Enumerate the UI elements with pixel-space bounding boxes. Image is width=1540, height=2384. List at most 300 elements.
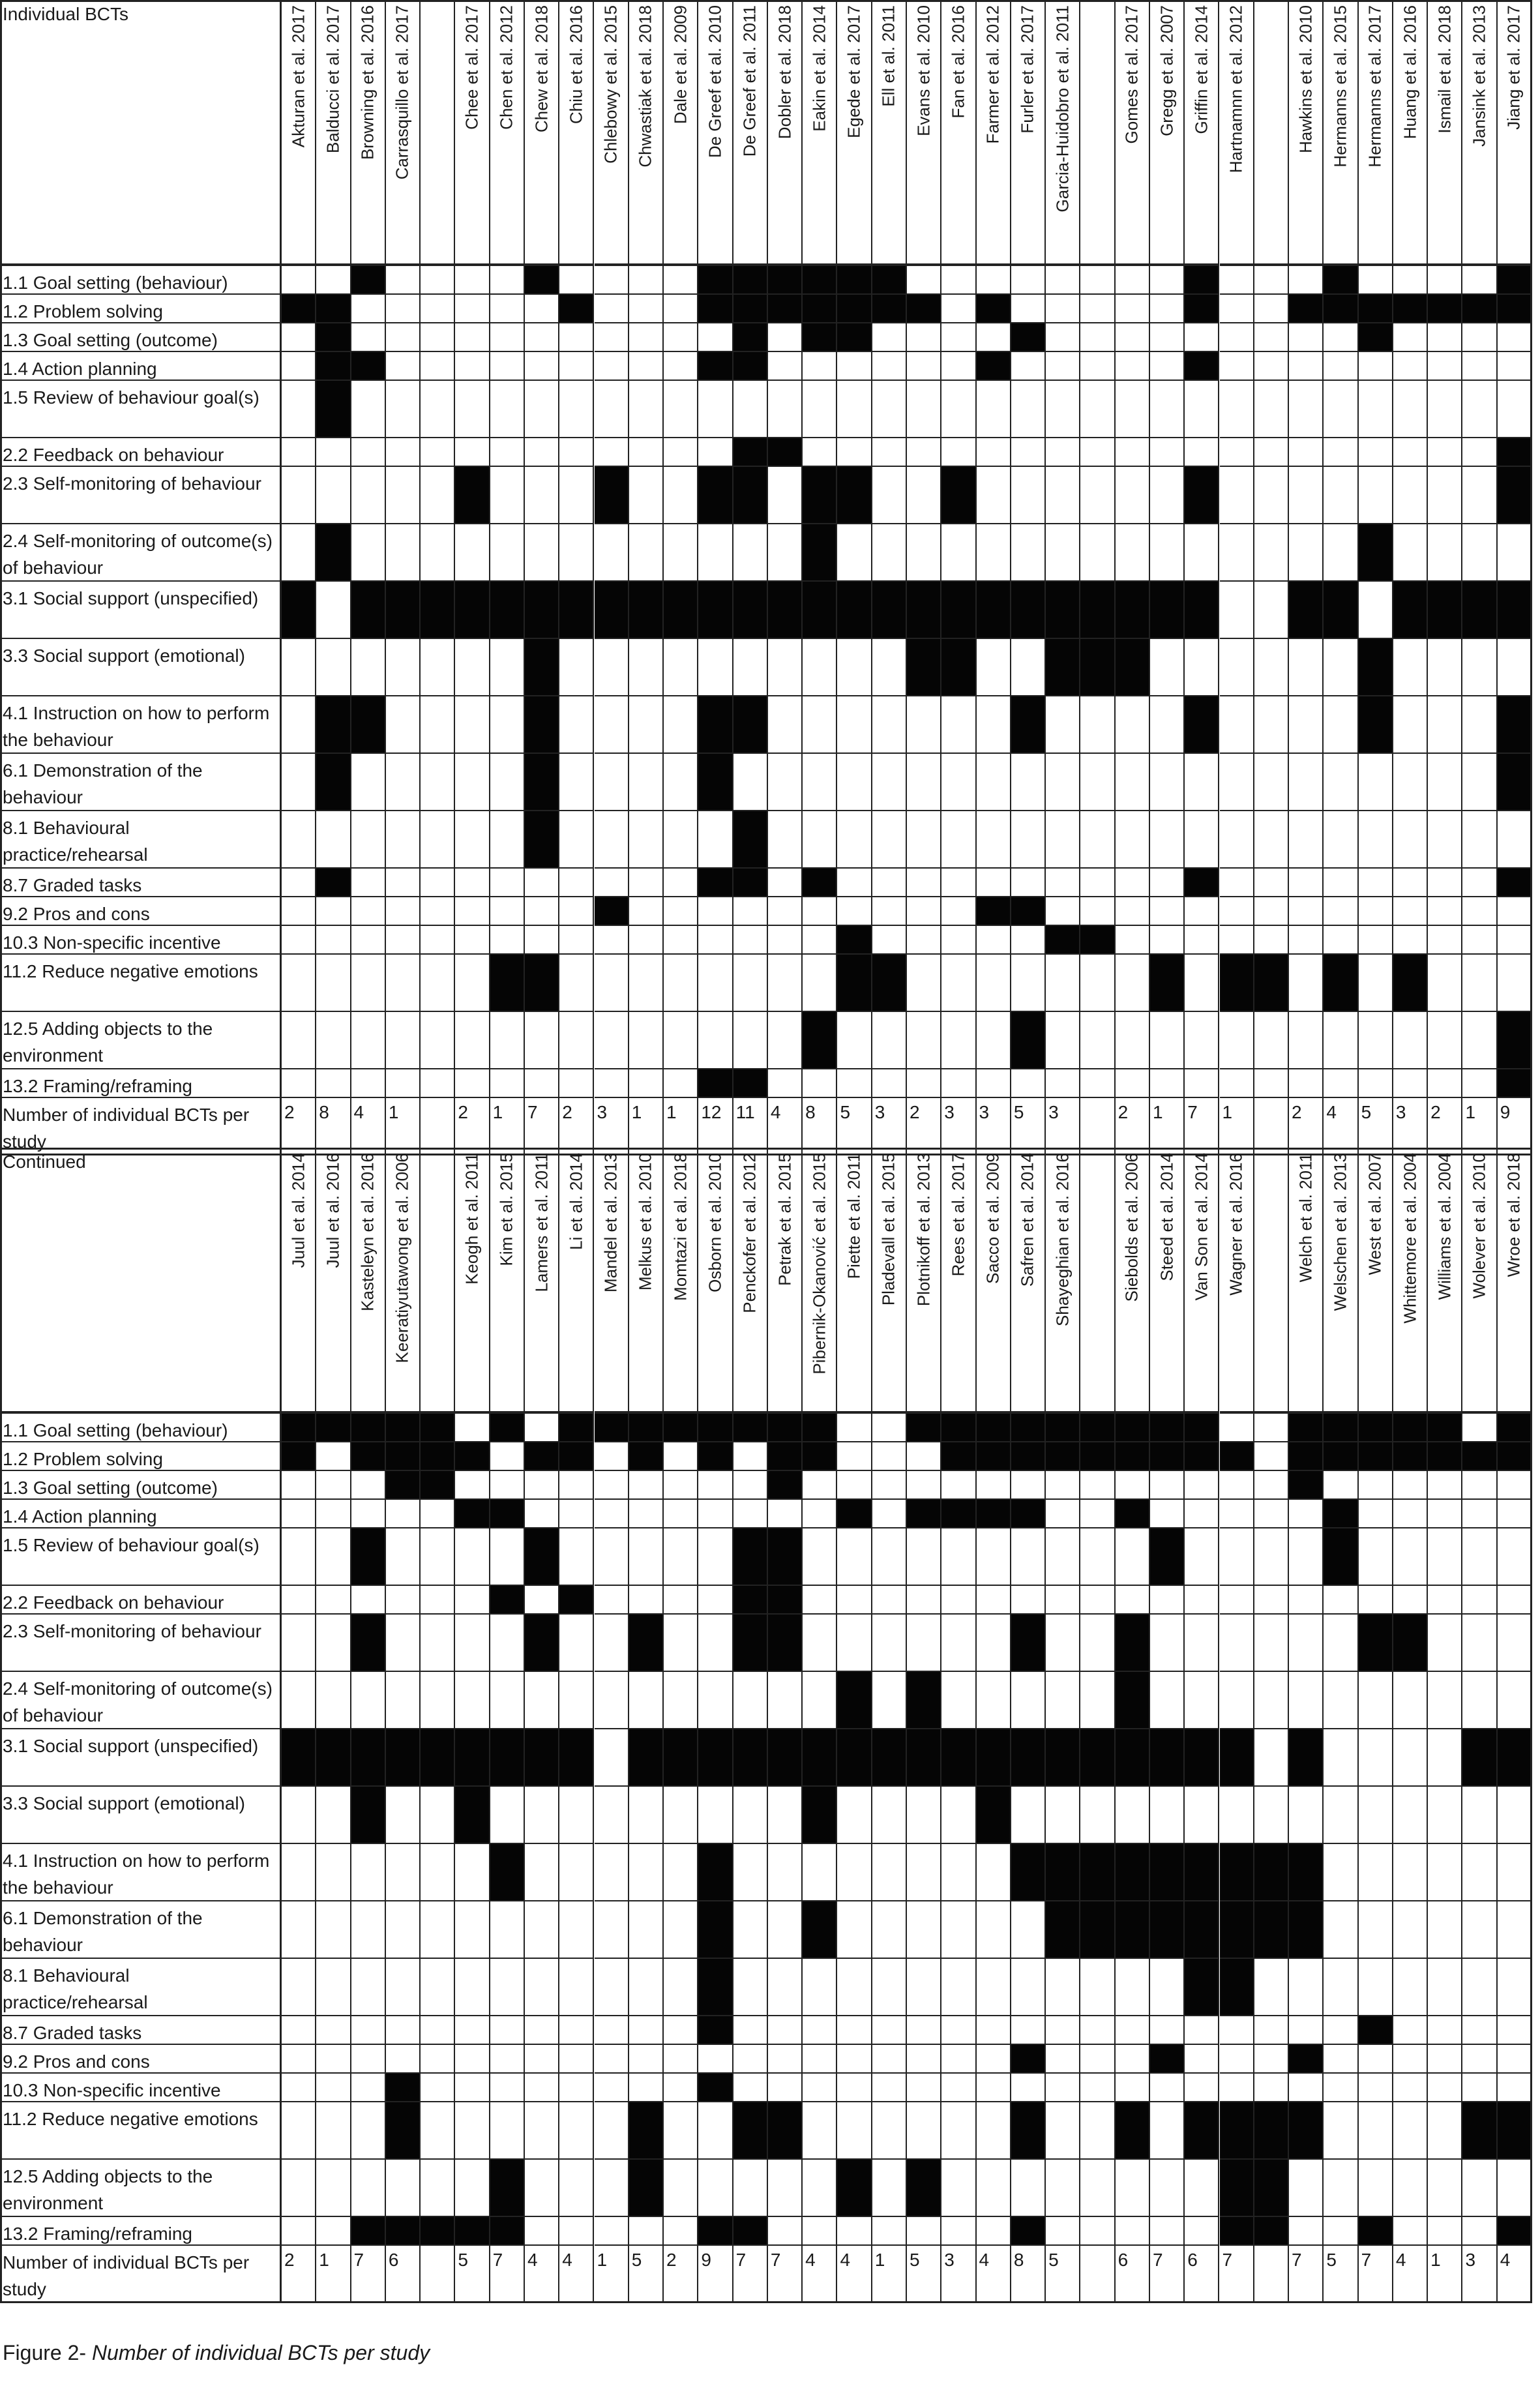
bct-present-cell — [1080, 1442, 1115, 1471]
study-name: Shayeghian et al. 2016 — [1052, 1153, 1073, 1326]
bct-absent-cell — [1150, 295, 1185, 323]
bct-absent-cell — [351, 381, 386, 438]
bct-absent-cell — [1254, 2016, 1289, 2045]
bct-absent-cell — [316, 266, 351, 295]
bct-count-cell: 4 — [837, 2246, 872, 2303]
bct-absent-cell — [1185, 1069, 1219, 1098]
bct-absent-cell — [803, 955, 837, 1012]
bct-present-cell — [1498, 869, 1532, 897]
bct-absent-cell — [837, 1959, 872, 2016]
bct-absent-cell — [559, 955, 594, 1012]
bct-present-cell — [698, 582, 733, 639]
bct-absent-cell — [282, 1901, 316, 1959]
bct-absent-cell — [1359, 2160, 1393, 2217]
bct-absent-cell — [1220, 1787, 1254, 1844]
bct-absent-cell — [768, 955, 803, 1012]
study-name: Chew et al. 2018 — [531, 5, 552, 133]
bct-absent-cell — [1011, 524, 1046, 582]
bct-absent-cell — [1428, 754, 1462, 811]
bct-present-cell — [351, 696, 386, 754]
study-column-header — [1289, 0, 1324, 266]
bct-absent-cell — [1150, 1959, 1185, 2016]
bct-absent-cell — [872, 1471, 907, 1500]
bct-absent-cell — [733, 524, 768, 582]
bct-absent-cell — [872, 2016, 907, 2045]
bct-absent-cell — [525, 438, 559, 467]
bct-absent-cell — [1393, 438, 1428, 467]
bct-present-cell — [1393, 1442, 1428, 1471]
bct-present-cell — [1428, 295, 1462, 323]
bct-present-cell — [803, 1729, 837, 1787]
bct-absent-cell — [664, 1528, 698, 1586]
bct-absent-cell — [282, 467, 316, 524]
bct-absent-cell — [421, 1672, 455, 1729]
bct-absent-cell — [455, 381, 490, 438]
bct-absent-cell — [1462, 438, 1497, 467]
bct-absent-cell — [629, 352, 664, 381]
bct-absent-cell — [1116, 524, 1150, 582]
bct-absent-cell — [1393, 1901, 1428, 1959]
bct-absent-cell — [1011, 467, 1046, 524]
bct-row-label: 1.2 Problem solving — [0, 1442, 282, 1471]
bct-absent-cell — [1324, 1901, 1358, 1959]
bct-absent-cell — [1254, 1442, 1289, 1471]
bct-absent-cell — [1359, 1500, 1393, 1528]
study-name: Plotnikoff et al. 2013 — [913, 1153, 934, 1307]
bct-absent-cell — [907, 524, 941, 582]
bct-absent-cell — [872, 1901, 907, 1959]
bct-absent-cell — [664, 2160, 698, 2217]
bct-absent-cell — [559, 467, 594, 524]
bct-absent-cell — [803, 1672, 837, 1729]
bct-absent-cell — [351, 1471, 386, 1500]
bct-absent-cell — [1220, 266, 1254, 295]
bct-count-cell: 1 — [872, 2246, 907, 2303]
bct-absent-cell — [316, 2045, 351, 2074]
bct-absent-cell — [664, 1586, 698, 1615]
bct-present-cell — [1220, 2217, 1254, 2246]
bct-absent-cell — [559, 1787, 594, 1844]
figure-caption — [3, 2341, 430, 2365]
bct-absent-cell — [629, 754, 664, 811]
bct-absent-cell — [421, 438, 455, 467]
bct-present-cell — [1220, 1959, 1254, 2016]
bct-present-cell — [1150, 2045, 1185, 2074]
bct-absent-cell — [455, 696, 490, 754]
study-column-header — [1359, 0, 1393, 266]
bct-absent-cell — [977, 1959, 1011, 2016]
bct-absent-cell — [1393, 2074, 1428, 2102]
bct-absent-cell — [1185, 524, 1219, 582]
bct-present-cell — [941, 639, 976, 696]
bct-absent-cell — [664, 897, 698, 926]
bct-absent-cell — [1080, 2217, 1115, 2246]
bct-absent-cell — [803, 1615, 837, 1672]
study-name: Pladevall et al. 2015 — [878, 1153, 898, 1306]
bct-absent-cell — [941, 811, 976, 869]
study-column-header — [1080, 1148, 1115, 1414]
bct-absent-cell — [1220, 381, 1254, 438]
bct-absent-cell — [525, 1471, 559, 1500]
bct-absent-cell — [1498, 2016, 1532, 2045]
bct-absent-cell — [907, 2045, 941, 2074]
table-header-label: Continued — [0, 1148, 282, 1414]
bct-absent-cell — [1324, 897, 1358, 926]
bct-absent-cell — [907, 2016, 941, 2045]
bct-absent-cell — [1011, 295, 1046, 323]
bct-present-cell — [1185, 266, 1219, 295]
bct-absent-cell — [698, 438, 733, 467]
bct-absent-cell — [629, 2016, 664, 2045]
bct-present-cell — [733, 295, 768, 323]
bct-present-cell — [525, 1615, 559, 1672]
bct-absent-cell — [1254, 1787, 1289, 1844]
bct-absent-cell — [559, 811, 594, 869]
bct-absent-cell — [768, 2045, 803, 2074]
bct-absent-cell — [1462, 2074, 1497, 2102]
bct-absent-cell — [907, 1069, 941, 1098]
bct-absent-cell — [1428, 1586, 1462, 1615]
study-name: Gomes et al. 2017 — [1121, 5, 1142, 144]
study-name: De Greef et al. 2010 — [705, 5, 725, 158]
bct-present-cell — [1289, 1442, 1324, 1471]
bct-present-cell — [768, 2102, 803, 2160]
bct-absent-cell — [1324, 754, 1358, 811]
bct-absent-cell — [1324, 467, 1358, 524]
bct-absent-cell — [698, 1471, 733, 1500]
bct-absent-cell — [316, 955, 351, 1012]
bct-count-cell: 5 — [907, 2246, 941, 2303]
bct-count-cell: 5 — [629, 2246, 664, 2303]
bct-absent-cell — [977, 1471, 1011, 1500]
bct-absent-cell — [698, 1586, 733, 1615]
bct-absent-cell — [803, 639, 837, 696]
bct-absent-cell — [1150, 754, 1185, 811]
bct-count-cell: 8 — [316, 1098, 351, 1155]
bct-absent-cell — [1080, 955, 1115, 1012]
bct-absent-cell — [421, 266, 455, 295]
bct-absent-cell — [1462, 1414, 1497, 1442]
bct-absent-cell — [1324, 926, 1358, 955]
bct-absent-cell — [768, 2016, 803, 2045]
bct-absent-cell — [455, 754, 490, 811]
bct-absent-cell — [733, 1844, 768, 1901]
bct-absent-cell — [1462, 266, 1497, 295]
bct-absent-cell — [316, 2217, 351, 2246]
bct-present-cell — [1220, 1729, 1254, 1787]
bct-absent-cell — [1324, 1471, 1358, 1500]
bct-count-cell: 11 — [733, 1098, 768, 1155]
study-name: Juul et al. 2014 — [288, 1153, 308, 1268]
bct-absent-cell — [351, 438, 386, 467]
bct-absent-cell — [1150, 524, 1185, 582]
bct-count-cell: 6 — [1185, 2246, 1219, 2303]
bct-count-cell: 7 — [1359, 2246, 1393, 2303]
bct-absent-cell — [1185, 897, 1219, 926]
bct-present-cell — [1185, 467, 1219, 524]
bct-count-cell: 5 — [1324, 2246, 1358, 2303]
bct-absent-cell — [1150, 1012, 1185, 1069]
bct-absent-cell — [1011, 1528, 1046, 1586]
bct-absent-cell — [1289, 1959, 1324, 2016]
bct-absent-cell — [1359, 1959, 1393, 2016]
bct-absent-cell — [941, 1471, 976, 1500]
bct-absent-cell — [768, 2074, 803, 2102]
bct-absent-cell — [1254, 1012, 1289, 1069]
bct-present-cell — [455, 1442, 490, 1471]
bct-present-cell — [1393, 1615, 1428, 1672]
bct-absent-cell — [490, 897, 525, 926]
bct-absent-cell — [872, 696, 907, 754]
bct-present-cell — [1393, 955, 1428, 1012]
study-name: Ell et al. 2011 — [878, 5, 898, 107]
bct-absent-cell — [351, 754, 386, 811]
bct-absent-cell — [595, 926, 629, 955]
bct-absent-cell — [837, 1901, 872, 1959]
bct-present-cell — [698, 1442, 733, 1471]
bct-present-cell — [1185, 1442, 1219, 1471]
bct-present-cell — [525, 1729, 559, 1787]
bct-absent-cell — [1220, 1069, 1254, 1098]
bct-present-cell — [803, 1901, 837, 1959]
bct-absent-cell — [421, 1959, 455, 2016]
bct-present-cell — [316, 869, 351, 897]
bct-present-cell — [1150, 1844, 1185, 1901]
bct-absent-cell — [1011, 639, 1046, 696]
bct-absent-cell — [941, 1012, 976, 1069]
bct-absent-cell — [1150, 2016, 1185, 2045]
bct-absent-cell — [1324, 1012, 1358, 1069]
study-name: Dobler et al. 2018 — [775, 5, 794, 140]
bct-count-cell — [1080, 2246, 1115, 2303]
bct-present-cell — [1116, 582, 1150, 639]
bct-absent-cell — [1498, 352, 1532, 381]
bct-absent-cell — [1462, 467, 1497, 524]
bct-absent-cell — [316, 1844, 351, 1901]
bct-absent-cell — [595, 323, 629, 352]
bct-absent-cell — [1498, 524, 1532, 582]
bct-absent-cell — [1150, 438, 1185, 467]
bct-absent-cell — [768, 352, 803, 381]
bct-absent-cell — [490, 2016, 525, 2045]
bct-absent-cell — [872, 926, 907, 955]
bct-present-cell — [733, 467, 768, 524]
bct-present-cell — [1428, 1414, 1462, 1442]
bct-absent-cell — [490, 639, 525, 696]
study-name: Siebolds et al. 2006 — [1121, 1153, 1142, 1302]
bct-present-cell — [803, 582, 837, 639]
bct-present-cell — [1324, 1414, 1358, 1442]
bct-absent-cell — [1462, 2016, 1497, 2045]
bct-absent-cell — [1462, 639, 1497, 696]
bct-absent-cell — [1220, 926, 1254, 955]
bct-absent-cell — [1011, 811, 1046, 869]
bct-row-label: 2.2 Feedback on behaviour — [0, 1586, 282, 1615]
bct-present-cell — [1359, 1442, 1393, 1471]
bct-absent-cell — [1428, 352, 1462, 381]
bct-present-cell — [1116, 1844, 1150, 1901]
bct-absent-cell — [733, 2160, 768, 2217]
bct-absent-cell — [1428, 1672, 1462, 1729]
bct-absent-cell — [941, 1959, 976, 2016]
bct-present-cell — [907, 1414, 941, 1442]
bct-absent-cell — [316, 2074, 351, 2102]
bct-absent-cell — [907, 1442, 941, 1471]
bct-present-cell — [698, 352, 733, 381]
bct-absent-cell — [1011, 1901, 1046, 1959]
bct-present-cell — [282, 582, 316, 639]
bct-count-cell: 3 — [1393, 1098, 1428, 1155]
bct-present-cell — [1116, 639, 1150, 696]
study-column-header — [559, 0, 594, 266]
bct-count-cell: 1 — [1220, 1098, 1254, 1155]
bct-absent-cell — [351, 897, 386, 926]
bct-absent-cell — [1462, 1012, 1497, 1069]
bct-absent-cell — [872, 1069, 907, 1098]
bct-absent-cell — [455, 2016, 490, 2045]
bct-absent-cell — [525, 2074, 559, 2102]
bct-absent-cell — [664, 811, 698, 869]
bct-present-cell — [1324, 955, 1358, 1012]
bct-present-cell — [1254, 955, 1289, 1012]
bct-absent-cell — [1393, 754, 1428, 811]
bct-absent-cell — [595, 1500, 629, 1528]
bct-present-cell — [733, 582, 768, 639]
bct-absent-cell — [1080, 1586, 1115, 1615]
bct-present-cell — [803, 1787, 837, 1844]
bct-absent-cell — [664, 639, 698, 696]
bct-absent-cell — [733, 2074, 768, 2102]
bct-row-label: 8.1 Behavioural practice/rehearsal — [0, 1959, 282, 2016]
bct-absent-cell — [1220, 897, 1254, 926]
bct-row-label: 1.1 Goal setting (behaviour) — [0, 1414, 282, 1442]
study-name: De Greef et al. 2011 — [739, 5, 760, 157]
bct-absent-cell — [1011, 1586, 1046, 1615]
bct-present-cell — [1046, 582, 1080, 639]
bct-absent-cell — [1462, 869, 1497, 897]
study-column-header — [977, 1148, 1011, 1414]
bct-absent-cell — [490, 266, 525, 295]
bct-absent-cell — [941, 524, 976, 582]
bct-absent-cell — [803, 2102, 837, 2160]
bct-absent-cell — [907, 1959, 941, 2016]
bct-present-cell — [490, 1729, 525, 1787]
bct-absent-cell — [1150, 1672, 1185, 1729]
bct-absent-cell — [1046, 2160, 1080, 2217]
study-name: Keeratiyutawong et al. 2006 — [392, 1153, 412, 1363]
bct-present-cell — [803, 1414, 837, 1442]
bct-absent-cell — [1359, 1069, 1393, 1098]
bct-present-cell — [768, 1414, 803, 1442]
bct-present-cell — [698, 2217, 733, 2246]
bct-absent-cell — [316, 1672, 351, 1729]
bct-present-cell — [1150, 1442, 1185, 1471]
bct-absent-cell — [629, 2045, 664, 2074]
study-column-header — [1359, 1148, 1393, 1414]
bct-absent-cell — [629, 1959, 664, 2016]
bct-absent-cell — [1359, 352, 1393, 381]
bct-absent-cell — [455, 1528, 490, 1586]
bct-present-cell — [733, 2217, 768, 2246]
bct-absent-cell — [386, 352, 421, 381]
bct-absent-cell — [698, 2045, 733, 2074]
bct-absent-cell — [1359, 1844, 1393, 1901]
bct-absent-cell — [421, 1528, 455, 1586]
study-name: Akturan et al. 2017 — [288, 5, 308, 148]
bct-absent-cell — [907, 869, 941, 897]
bct-absent-cell — [1289, 1615, 1324, 1672]
bct-absent-cell — [1046, 266, 1080, 295]
bct-count-cell: 2 — [282, 2246, 316, 2303]
bct-absent-cell — [768, 1672, 803, 1729]
study-column-header — [768, 0, 803, 266]
bct-absent-cell — [837, 1012, 872, 1069]
bct-absent-cell — [1462, 696, 1497, 754]
bct-absent-cell — [316, 1012, 351, 1069]
bct-count-cell: 1 — [490, 1098, 525, 1155]
bct-absent-cell — [1220, 1528, 1254, 1586]
bct-present-cell — [525, 955, 559, 1012]
bct-present-cell — [421, 1414, 455, 1442]
bct-absent-cell — [1116, 2016, 1150, 2045]
bct-absent-cell — [1393, 1787, 1428, 1844]
bct-present-cell — [1046, 1442, 1080, 1471]
bct-absent-cell — [316, 2160, 351, 2217]
bct-absent-cell — [316, 467, 351, 524]
bct-absent-cell — [872, 2217, 907, 2246]
study-column-header — [941, 1148, 976, 1414]
bct-absent-cell — [1359, 2102, 1393, 2160]
bct-absent-cell — [595, 696, 629, 754]
bct-absent-cell — [1116, 2217, 1150, 2246]
bct-present-cell — [1011, 2217, 1046, 2246]
bct-present-cell — [803, 524, 837, 582]
bct-absent-cell — [1393, 467, 1428, 524]
bct-absent-cell — [282, 1672, 316, 1729]
bct-absent-cell — [490, 696, 525, 754]
bct-absent-cell — [941, 897, 976, 926]
bct-absent-cell — [490, 438, 525, 467]
bct-present-cell — [1150, 1414, 1185, 1442]
bct-present-cell — [1080, 926, 1115, 955]
study-name: Melkus et al. 2010 — [635, 1153, 655, 1291]
study-name: Van Son et al. 2014 — [1191, 1153, 1211, 1301]
bct-absent-cell — [629, 1586, 664, 1615]
bct-present-cell — [803, 467, 837, 524]
bct-absent-cell — [455, 1414, 490, 1442]
bct-present-cell — [1254, 2217, 1289, 2246]
bct-absent-cell — [872, 352, 907, 381]
bct-present-cell — [1220, 1901, 1254, 1959]
study-name: Furler et al. 2017 — [1017, 5, 1037, 134]
bct-absent-cell — [455, 926, 490, 955]
bct-absent-cell — [1428, 2102, 1462, 2160]
bct-absent-cell — [421, 1615, 455, 1672]
bct-absent-cell — [1498, 323, 1532, 352]
bct-absent-cell — [1150, 926, 1185, 955]
bct-absent-cell — [421, 2160, 455, 2217]
bct-absent-cell — [282, 1615, 316, 1672]
bct-absent-cell — [664, 926, 698, 955]
bct-absent-cell — [1011, 352, 1046, 381]
bct-absent-cell — [282, 381, 316, 438]
bct-absent-cell — [1011, 438, 1046, 467]
bct-present-cell — [351, 2217, 386, 2246]
bct-present-cell — [837, 2160, 872, 2217]
bct-present-cell — [1359, 696, 1393, 754]
study-name: Pibernik-Okanović et al. 2015 — [809, 1153, 829, 1375]
bct-present-cell — [1116, 1414, 1150, 1442]
